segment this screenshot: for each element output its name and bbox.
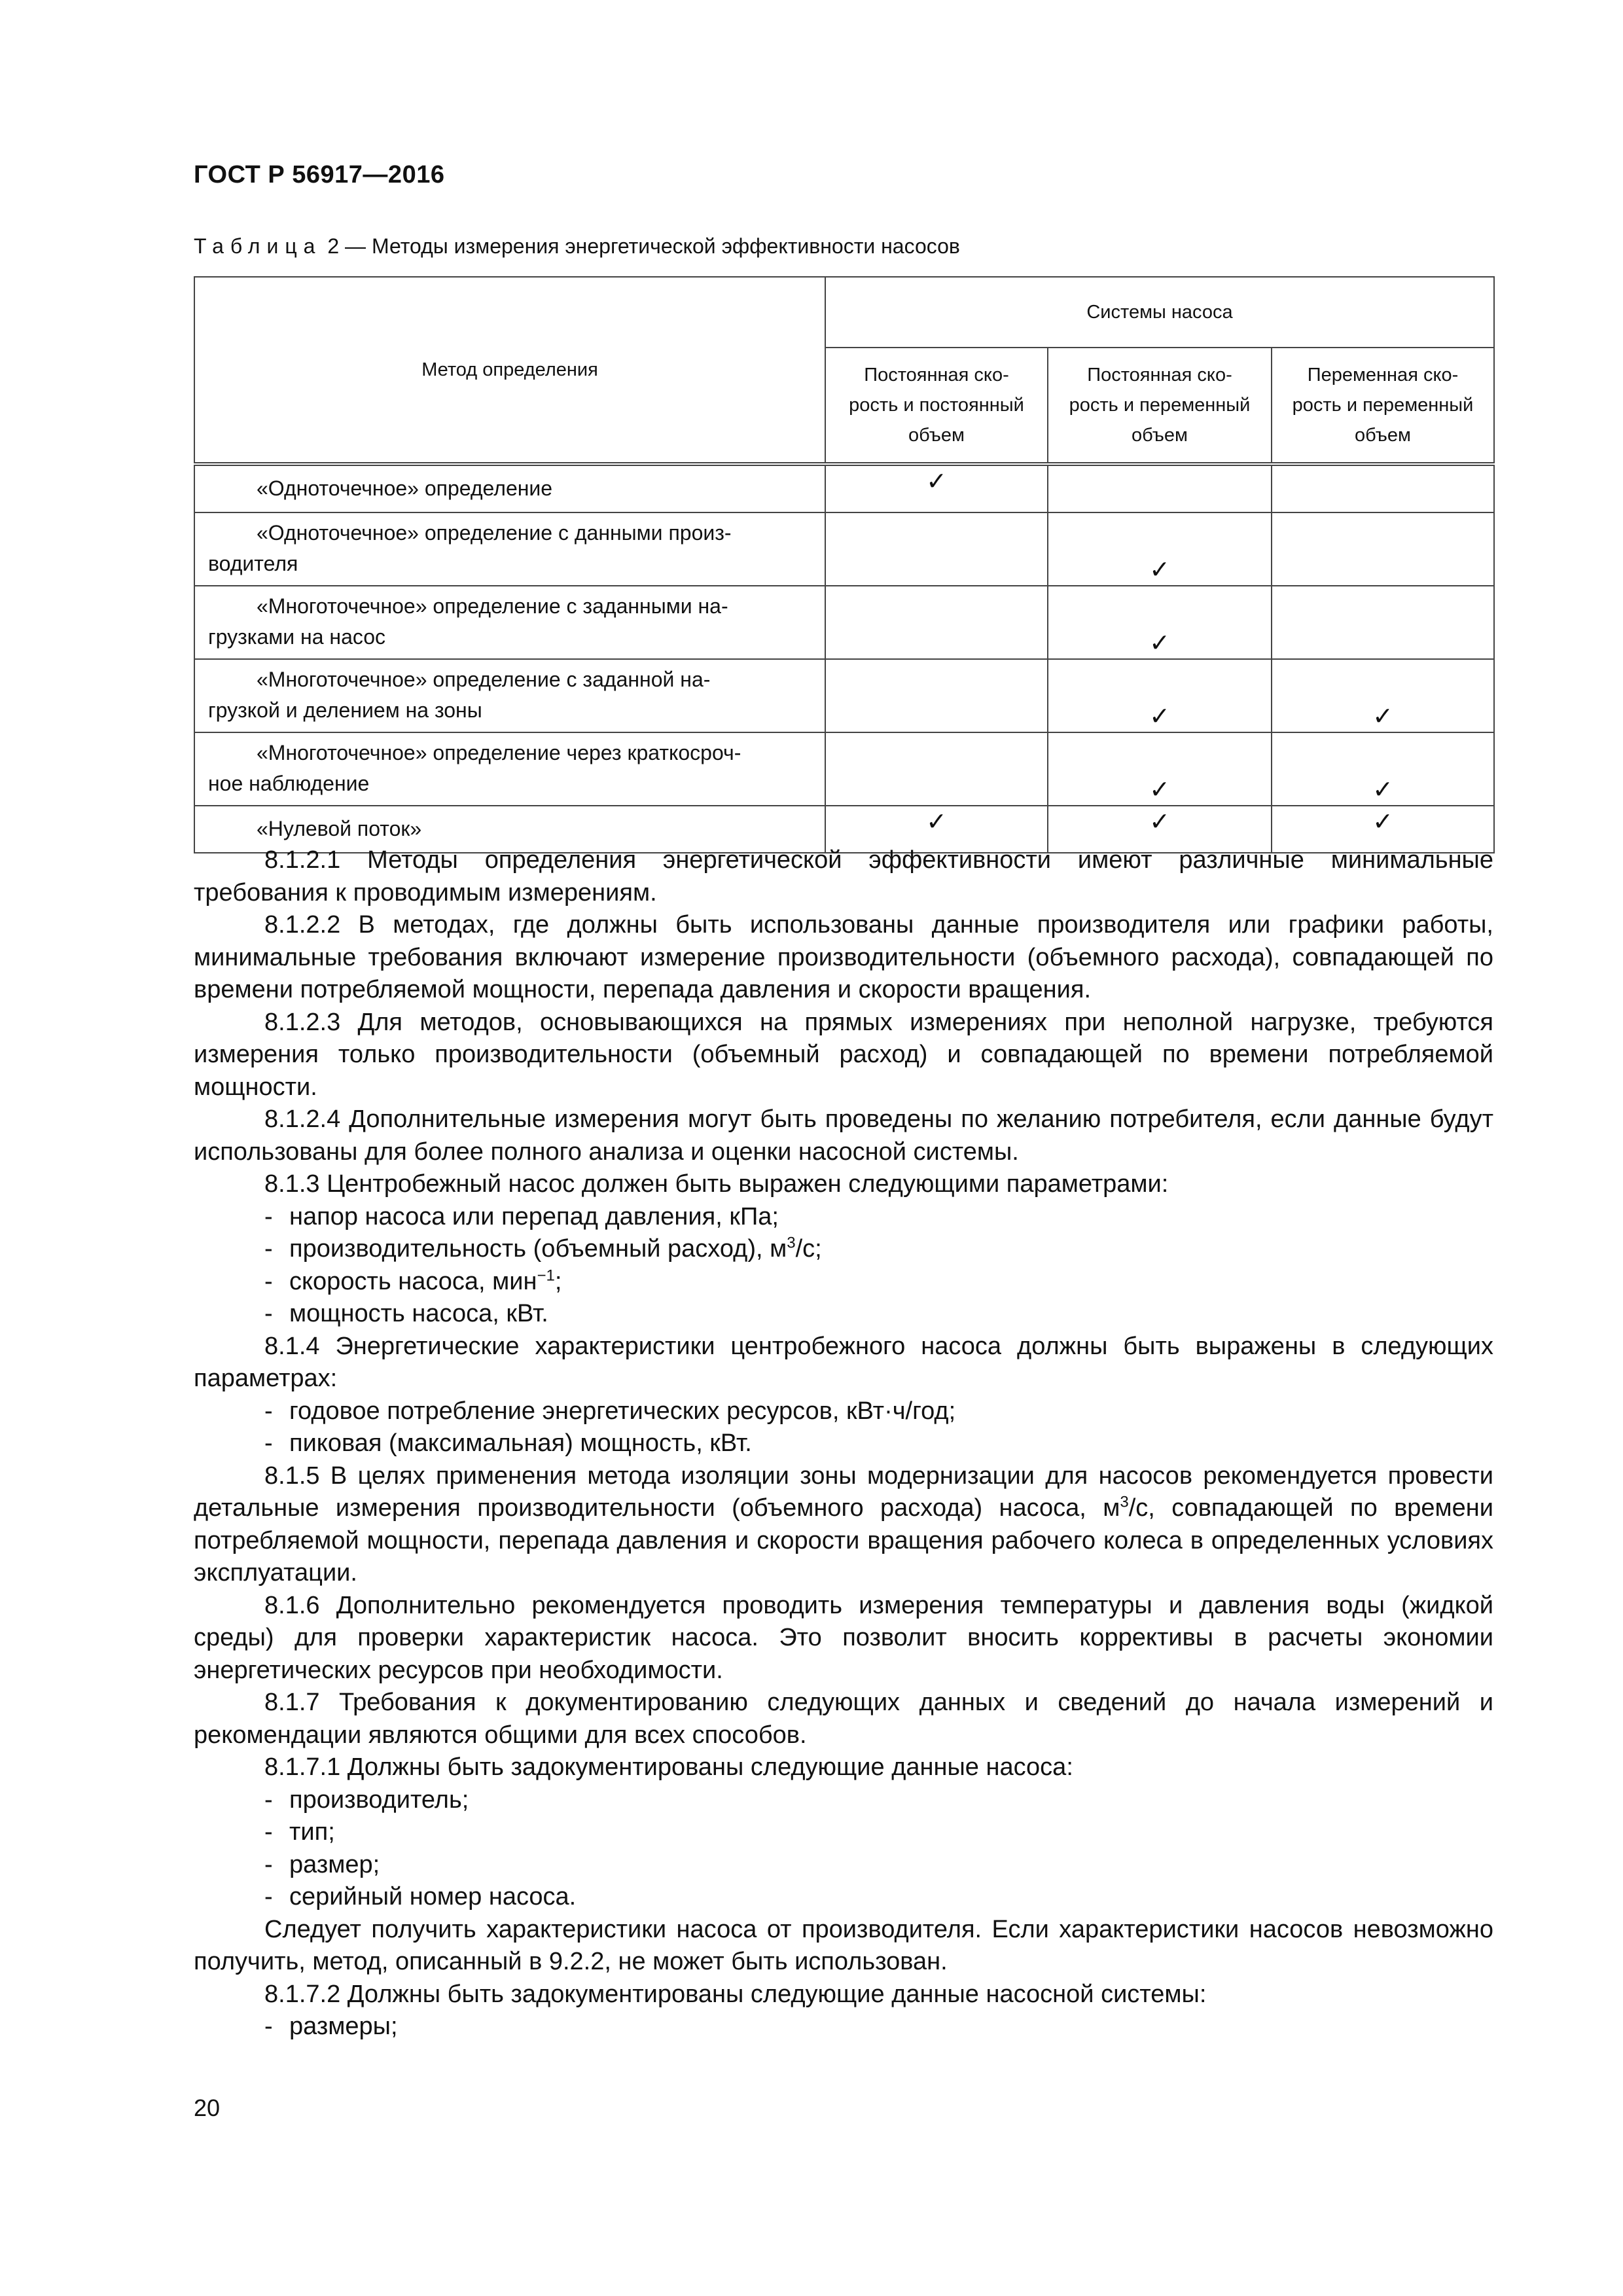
header-col-const-var: Постоянная ско- рость и переменный объем bbox=[1048, 348, 1272, 464]
table-row bbox=[194, 512, 1494, 586]
check-cell bbox=[1048, 464, 1272, 512]
row-method: «Одноточечное» определение bbox=[194, 464, 825, 512]
check-cell bbox=[825, 732, 1048, 806]
list-item: - напор насоса или перепад давления, кПа; bbox=[264, 1202, 779, 1230]
paragraph: 8.1.7 Требования к документированию следующих данных и сведений до начала измерений и рекомендации являются общими для всех способов. bbox=[194, 1689, 1493, 1749]
check-cell: ✓ bbox=[1272, 659, 1494, 732]
paragraph: 8.1.3 Центробежный насос должен быть выражен следующими параметрами: bbox=[264, 1170, 1169, 1198]
table-row bbox=[194, 732, 1494, 806]
check-cell: ✓ bbox=[1272, 732, 1494, 806]
table-caption-number: 2 bbox=[327, 234, 340, 258]
paragraph: 8.1.2.2 В методах, где должны быть использованы данные производителя или графики работы, минимальные требования включают измерение производительности (объемного расхода), совпадающей по времени потребляемой мощности, перепада давления и скорости вращения. bbox=[194, 911, 1493, 1003]
check-cell: ✓ bbox=[1048, 806, 1272, 853]
list-item: - мощность насоса, кВт. bbox=[264, 1300, 548, 1327]
list-item: - серийный номер насоса. bbox=[264, 1883, 577, 1910]
table-row bbox=[194, 586, 1494, 659]
row-method: «Многоточечное» определение с заданной на- грузкой и делением на зоны bbox=[194, 659, 825, 732]
list-item: - годовое потребление энергетических ресурсов, кВт·ч/год; bbox=[264, 1397, 956, 1425]
list-item: - производитель; bbox=[264, 1785, 469, 1814]
paragraph: Следует получить характеристики насоса от производителя. Если характеристики насосов невозможно получить, метод, описанный в 9.2.2, не может быть использован. bbox=[194, 1915, 1493, 1975]
list-item: - размер; bbox=[264, 1850, 380, 1878]
table-caption-text: — Методы измерения энергетической эффективности насосов bbox=[345, 234, 960, 258]
body-text bbox=[194, 844, 1493, 2043]
table-caption-word: Таблица bbox=[194, 234, 322, 258]
header-method: Метод определения bbox=[194, 277, 825, 464]
list-item: - размеры; bbox=[264, 2013, 398, 2040]
paragraph: 8.1.6 Дополнительно рекомендуется проводить измерения температуры и давления воды (жидкой среды) для проверки характеристик насоса. Это позволит вносить коррективы в расчеты экономии энергетических ресурсов при необходимости. bbox=[194, 1591, 1493, 1684]
row-method: «Одноточечное» определение с данными произ- водителя bbox=[194, 512, 825, 586]
check-cell bbox=[825, 586, 1048, 659]
table-row bbox=[194, 464, 1494, 512]
check-cell: ✓ bbox=[1048, 512, 1272, 586]
row-method: «Нулевой поток» bbox=[194, 806, 825, 853]
check-cell: ✓ bbox=[1272, 806, 1494, 853]
check-cell: ✓ bbox=[1048, 732, 1272, 806]
paragraph: 8.1.2.1 Методы определения энергетической эффективности имеют различные минимальные требования к проводимым измерениям. bbox=[194, 846, 1493, 906]
list-item: - пиковая (максимальная) мощность, кВт. bbox=[264, 1429, 752, 1457]
page-number: 20 bbox=[194, 2094, 221, 2121]
check-cell bbox=[1272, 512, 1494, 586]
check-cell: ✓ bbox=[1048, 586, 1272, 659]
header-pump-systems: Системы насоса bbox=[825, 277, 1494, 348]
check-cell bbox=[825, 659, 1048, 732]
table-caption bbox=[194, 234, 960, 259]
paragraph: 8.1.7.1 Должны быть задокументированы следующие данные насоса: bbox=[264, 1753, 1073, 1781]
check-cell: ✓ bbox=[1048, 659, 1272, 732]
paragraph: 8.1.2.3 Для методов, основывающихся на прямых измерениях при неполной нагрузке, требуются измерения только производительности (объемный расход) и совпадающей по времени потребляемой мощности. bbox=[194, 1008, 1493, 1101]
paragraph: 8.1.2.4 Дополнительные измерения могут быть проведены по желанию потребителя, если данные будут использованы для более полного анализа и оценки насосной системы. bbox=[194, 1105, 1493, 1166]
list-item: - скорость насоса, мин$^{-1}$; bbox=[264, 1266, 562, 1295]
paragraph: 8.1.4 Энергетические характеристики центробежного насоса должны быть выражены в следующих параметрах: bbox=[194, 1332, 1493, 1392]
row-method: «Многоточечное» определение с заданными на- грузками на насос bbox=[194, 586, 825, 659]
check-cell bbox=[825, 512, 1048, 586]
row-method: «Многоточечное» определение через краткосроч- ное наблюдение bbox=[194, 732, 825, 806]
header-col-const-const: Постоянная ско- рость и постоянный объем bbox=[825, 348, 1048, 464]
list-item: - производительность (объемный расход), $м^3/с$; bbox=[264, 1234, 822, 1263]
check-cell bbox=[1272, 586, 1494, 659]
table-row bbox=[194, 659, 1494, 732]
methods-table bbox=[194, 276, 1495, 853]
check-cell: ✓ bbox=[825, 464, 1048, 512]
check-cell bbox=[1272, 464, 1494, 512]
list-item: - тип; bbox=[264, 1818, 335, 1846]
paragraph: 8.1.5 В целях применения метода изоляции зоны модернизации для насосов рекомендуется провести детальные измерения производительности (объемного расхода) насоса, $м^3/с$, совпадающей по времени потребляемой мощности, перепада давления и скорости вращения рабочего колеса в определенных условиях эксплуатации. bbox=[194, 1462, 1493, 1587]
check-cell: ✓ bbox=[825, 806, 1048, 853]
header-col-var-var: Переменная ско- рость и переменный объем bbox=[1272, 348, 1494, 464]
document-header: ГОСТ Р 56917—2016 bbox=[194, 161, 445, 188]
paragraph: 8.1.7.2 Должны быть задокументированы следующие данные насосной системы: bbox=[264, 1980, 1207, 2008]
